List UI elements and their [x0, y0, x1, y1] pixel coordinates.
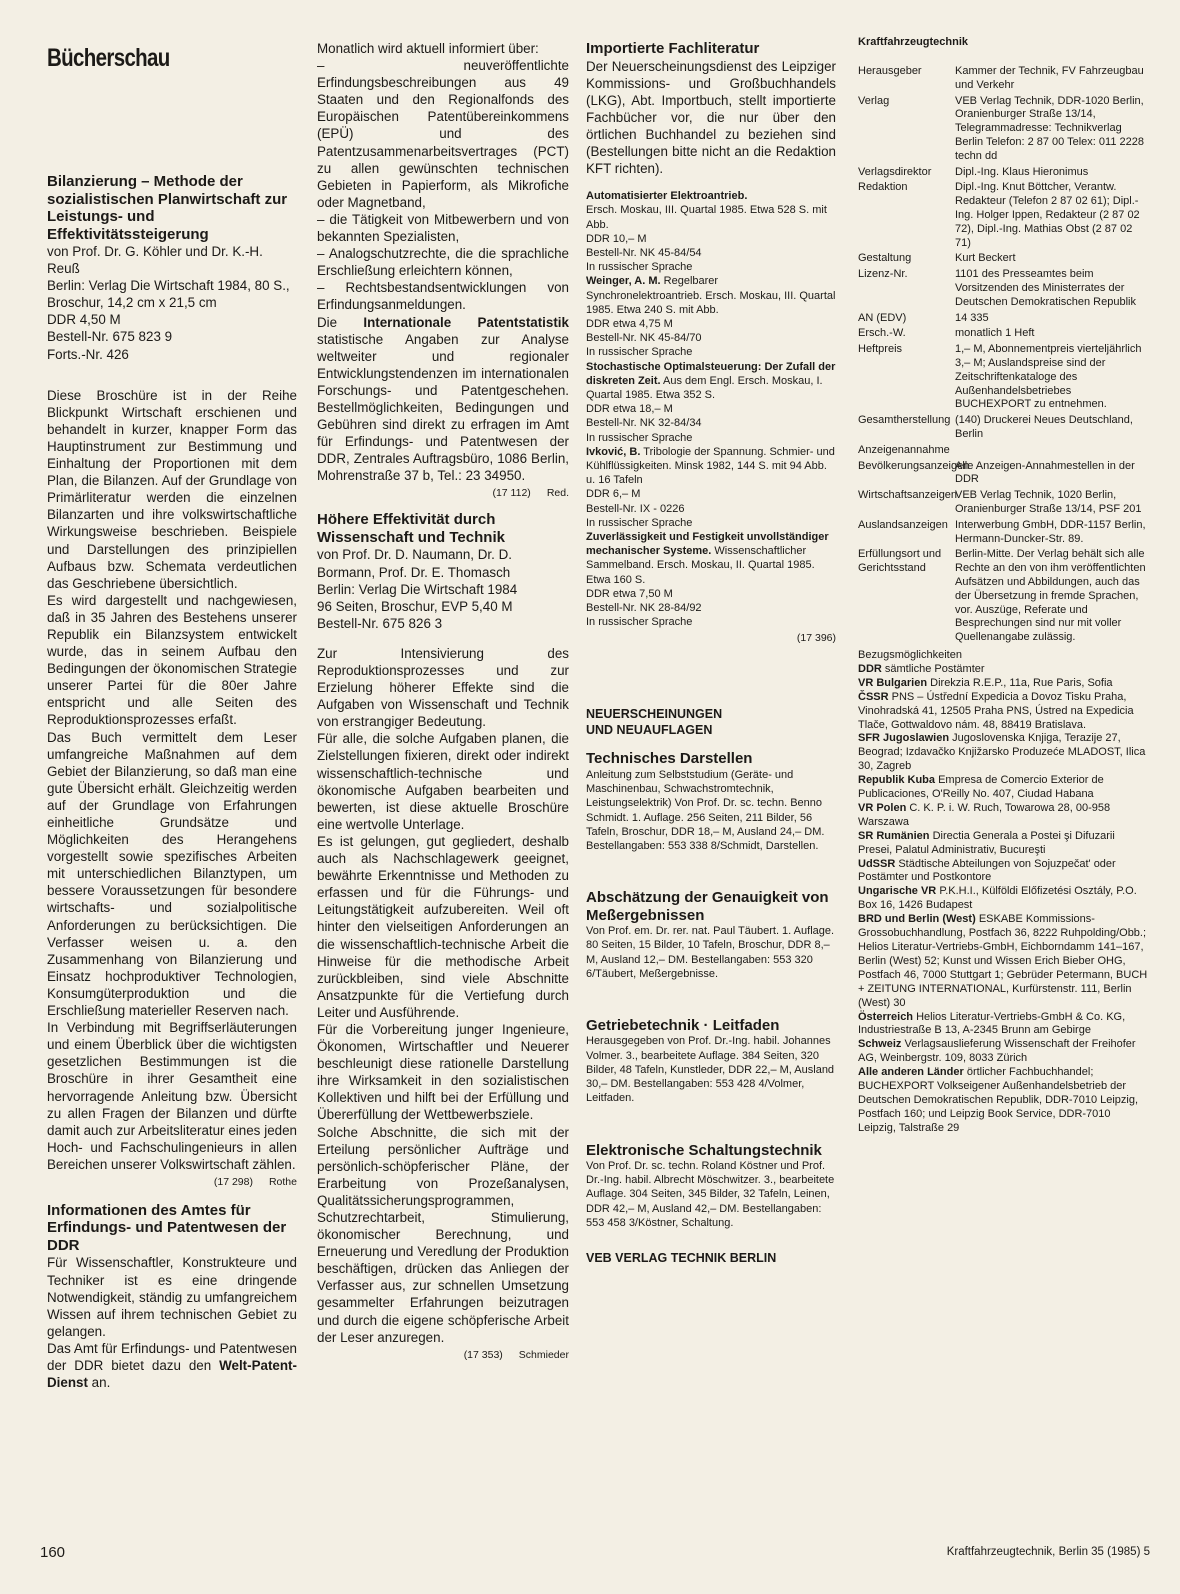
- item-line: Bestell-Nr. IX - 0226: [586, 502, 685, 515]
- inline-text: statistische Angaben zur Analyse weltweiter und regionaler Entwicklungstendenzen im internationalen Forschungs- und Patentgeschehen. Bestellmöglichkeiten, Bedingungen und Gebühren sind direkt zu erfragen im Amt für Erfindungs- und Patentwesen der DDR, Zentrales Auftragsbüro, 1086 Berlin, Mohrenstraße 37 b, Tel.: 23 34950.: [317, 331, 569, 484]
- neuauflagen-heading: UND NEUAUFLAGEN: [586, 723, 713, 738]
- body-paragraph: Das Buch vermittelt dem Leser umfangreiche Maßnahmen auf dem Gebiet der Bilanzierung, so daß man eine gute Übersicht erhält. Gleichzeitig werden auf der Grundlage von Erfahrungen einheitliche Grundsätze und Möglichkeiten des Herangehens vorgestellt sowie spezifisches Arbeiten mit unterschiedlichen Bilanztypen, um bessere Voraussetzungen für besondere wirtschafts- und sozialpolitische Anforderungen zu berücksichtigen. Die Verfasser weisen u. a. den Zusammenhang von Bilanzierung und Einsatz hochproduktiver Technologien, Konsumgüterproduktion und die Erschließung materieller Reserven nach.: [47, 729, 297, 1019]
- author-signature: Red.: [546, 487, 569, 500]
- bezug-entry: [858, 1011, 1150, 1039]
- item-text: [586, 360, 836, 403]
- body-paragraph: Zur Intensivierung des Reproduktionsprozesses und zur Erzielung höherer Effekte sind die Aufgaben von Wissenschaft und Technik von erstrangiger Bedeutung.: [317, 645, 569, 730]
- book-text: Von Prof. Dr. sc. techn. Roland Köstner und Prof. Dr.-Ing. habil. Albrecht Möschwitzer. 3., bearbeitete Auflage. 304 Seiten, 345 Bilder, 32 Tafeln, Leinen, DDR 42,– M, Ausland 42,– DM. Bestellangaben: 553 458 3/Köstner, Schaltung.: [586, 1160, 835, 1229]
- signature-line: [317, 487, 569, 499]
- book-text: Von Prof. em. Dr. rer. nat. Paul Täubert. 1. Auflage. 80 Seiten, 15 Bilder, 10 Tafeln, Broschur, DDR 8,– M, Ausland 12,– DM. Bestellangaben: 553 320 6/Täubert, Meßergebnisse.: [586, 925, 835, 980]
- bezug-text: Städtische Abteilungen von Sojuzpečat' oder Postämter und Postkontore: [858, 857, 1116, 884]
- author-signature: Schmieder: [518, 1348, 569, 1361]
- meta-line: Berlin: Verlag Die Wirtschaft 1984, 80 S., Broschur, 14,2 cm x 21,5 cm: [47, 278, 290, 311]
- meta-line: DDR 4,50 M: [47, 312, 121, 328]
- item-desc: Tribologie der Spannung. Schmier- und Kühlflüssigkeiten. Minsk 1982, 144 S. mit 94 Abb. u. 16 Tafeln: [586, 445, 835, 487]
- item-line: Bestell-Nr. NK 28-84/92: [586, 602, 702, 615]
- bezug-country: SR Rumänien: [858, 829, 930, 842]
- inline-bold: Internationale Patentstatistik: [363, 314, 569, 330]
- impressum-row: [858, 252, 1150, 266]
- item-line: In russischer Sprache: [586, 346, 693, 359]
- anzeigen-title: Anzeigenannahme: [858, 443, 950, 456]
- neuerscheinungen-heading: NEUERSCHEINUNGEN: [586, 707, 723, 722]
- bezug-entry: [858, 830, 1150, 858]
- impressum-row: [858, 312, 1150, 326]
- impressum-key: Redaktion: [858, 181, 908, 194]
- meta-line: 96 Seiten, Broschur, EVP 5,40 M: [317, 598, 513, 614]
- item-desc: Wissenschaftlicher Sammelband. Ersch. Moskau, II. Quartal 1985. Etwa 160 S.: [586, 545, 815, 586]
- impressum-row: [858, 65, 1150, 93]
- column-1: [47, 44, 297, 1391]
- signature-line: [47, 1176, 297, 1188]
- impressum-key: Erfüllungsort und Gerichtsstand: [858, 548, 942, 575]
- book-title: Elektronische Schaltungstechnik: [586, 1141, 822, 1159]
- bezug-entry: [858, 677, 1150, 691]
- bezug-section: [858, 649, 1150, 1136]
- item-desc: Aus dem Engl. Ersch. Moskau, I. Quartal 1985. Etwa 352 S.: [586, 374, 823, 401]
- list-item: [586, 530, 836, 629]
- bezug-entry: [858, 663, 1150, 677]
- meta-line: von Prof. Dr. D. Naumann, Dr. D. Bormann, Prof. Dr. E. Thomasch: [317, 547, 512, 580]
- bezug-entry: [858, 691, 1150, 733]
- journal-title: Kraftfahrzeugtechnik: [858, 36, 969, 48]
- book-entry: [586, 1017, 836, 1106]
- bezug-country: Republik Kuba: [858, 774, 936, 787]
- body-paragraph: Für Wissenschaftler, Konstrukteure und Techniker ist es eine dringende Notwendigkeit, ständig zu umfangreichem Wissen auf ihrem technischen Gebiet zu gelangen.: [47, 1255, 297, 1339]
- impressum-row: [858, 268, 1150, 309]
- item-line: DDR etwa 7,50 M: [586, 587, 673, 600]
- impressum-value: 1101 des Presseamtes beim Vorsitzenden des Ministerrates der Deutschen Demokratischen Republik: [955, 268, 1136, 308]
- impressum-value: monatlich 1 Heft: [955, 327, 1035, 340]
- item-line: DDR etwa 18,– M: [586, 403, 673, 416]
- bezug-entry: [858, 732, 1150, 774]
- column-3: [586, 40, 836, 1266]
- impressum-value: 14 335: [955, 311, 989, 324]
- book-entry: [586, 750, 836, 853]
- impressum-row: [858, 95, 1150, 164]
- signature-line: [586, 632, 836, 644]
- item-title: Automatisierter Elektroantrieb.: [586, 190, 748, 203]
- bezug-text: Direkzia R.E.P., 11a, Rue Paris, Sofia: [930, 676, 1113, 689]
- article-title-patentwesen: Informationen des Amtes für Erfindungs- und Patentwesen der DDR: [47, 1201, 287, 1254]
- book-title: Technisches Darstellen: [586, 750, 753, 768]
- impressum-key: AN (EDV): [858, 311, 907, 324]
- bezug-text: Helios Literatur-Vertriebs-GmbH & Co. KG, Industriestraße B 13, A-2345 Brunn am Gebirge: [858, 1010, 1126, 1037]
- inline-text: an.: [91, 1375, 111, 1391]
- article-meta-bilanzierung: [47, 243, 297, 363]
- impressum-row: [858, 519, 1150, 547]
- bezug-text: P.K.H.I., Külföldi Előfizetési Osztály, P.O. Box 16, 1426 Budapest: [858, 885, 1137, 912]
- publisher-line: VEB VERLAG TECHNIK BERLIN: [586, 1251, 777, 1266]
- inline-text: Die: [317, 314, 338, 330]
- impressum-value: Alle Anzeigen-Annahmestellen in der DDR: [955, 459, 1135, 486]
- section-title: Bücherschau: [47, 44, 170, 72]
- item-line: In russischer Sprache: [586, 516, 693, 529]
- book-title: Getriebetechnik · Leitfaden: [586, 1016, 780, 1034]
- column-4-impressum: [858, 34, 1150, 1136]
- inline-bold: Welt-Patent-Dienst: [47, 1358, 297, 1391]
- impressum-value: (140) Druckerei Neues Deutschland, Berlin: [955, 414, 1133, 441]
- bezug-entry: [858, 802, 1150, 830]
- item-title: Ivković, B.: [586, 445, 641, 458]
- item-desc: Ersch. Moskau, III. Quartal 1985. Etwa 528 S. mit Abb.: [586, 204, 827, 231]
- impressum-row: [858, 460, 1150, 488]
- body-paragraph: Diese Broschüre ist in der Reihe Blickpunkt Wirtschaft erschienen und behandelt in kurzer, knapper Form das Hauptinstrument zur Bestimmung und Einhaltung der Proportionen mit dem Plan, die Bilanzen. Auf der Grundlage von Primärliteratur werden die einzelnen Bilanzarten und ihre volkswirtschaftliche Wirkungsweise beschrieben. Beispiele und Darstellungen des prinzipiellen Aufbaus bzw. Schemata verdeutlichen das Geschriebene übersichtlich.: [47, 387, 297, 591]
- book-entry: [586, 1142, 836, 1231]
- reference-number: (17 112): [492, 487, 531, 500]
- article-meta-effektivitaet: [317, 546, 569, 631]
- body-paragraph: In Verbindung mit Begriffserläuterungen und einem Überblick über die wichtigsten gesetzlichen Bestimmungen ist die Broschüre in ihrer Gesamtheit eine hervorragende Anleitung bzw. Übersicht zu allen Fragen der Bilanzen und dürfte damit auch zur Arbeitsliteratur eines jeden Hoch- und Fachschulingenieurs in allen Bereichen unserer Volkswirtschaft zählen.: [47, 1020, 297, 1172]
- list-item: – die Tätigkeit von Mitbewerbern und von bekannten Spezialisten,: [317, 211, 569, 245]
- list-item: – neuveröffentlichte Erfindungsbeschreibungen aus 49 Staaten und den Regionalfonds des Europäischen Patentübereinkommens (EPÜ) und des Patentzusammenarbeitsvertrages (PCT) zu allen gewünschten technischen Gebieten in Papierform, als Mikrofiche oder Magnetband,: [317, 58, 569, 210]
- impressum-row: [858, 181, 1150, 250]
- article-title-bilanzierung: Bilanzierung – Methode der sozialistischen Planwirtschaft zur Leistungs- und Effektivitätssteigerung: [47, 173, 288, 243]
- article-title-effektivitaet: Höhere Effektivität durch Wissenschaft und Technik: [317, 511, 505, 546]
- list-item: [586, 274, 836, 359]
- impressum-value: VEB Verlag Technik, DDR-1020 Berlin, Oranienburger Straße 13/14, Telegrammadresse: Technikverlag Berlin Telefon: 2 87 00 Telex: 011 2228 techn dd: [955, 94, 1144, 162]
- item-text: [586, 274, 836, 317]
- item-line: In russischer Sprache: [586, 431, 693, 444]
- book-text: Anleitung zum Selbststudium (Geräte- und Maschinenbau, Schwachstromtechnik, Leistungselektrik) Von Prof. Dr. sc. techn. Benno Schmidt. 1. Auflage. 256 Seiten, 211 Bilder, 56 Tafeln, Broschur, DDR 18,– M, Ausland 24,– DM. Bestellangaben: 553 338 8/Schmidt, Darstellen.: [586, 768, 825, 852]
- impressum-key: Gesamtherstellung: [858, 414, 951, 427]
- body-paragraph: Es ist gelungen, gut gegliedert, deshalb auch als Nachschlagewerk geeignet, bewährte Erkenntnisse und Methoden zu erfassen und für die Führungs- und Leitungstätigkeit aufzubereiten. Weil oft hinter den vielseitigen Anforderungen an die wissenschaftlich-technische Arbeit die Hinweise für die methodische Arbeit zurückbleiben, sind viele Abschnitte Ansatzpunkte für die Vertiefung durch Leiter und Ausführende.: [317, 833, 569, 1020]
- list-item: – Rechtsbestandsentwicklungen von Erfindungsanmeldungen.: [317, 280, 569, 313]
- item-desc: Regelbarer Synchronelektroantrieb. Ersch. Moskau, III. Quartal 1985. Etwa 240 S. mit Abb.: [586, 275, 836, 316]
- anzeigen-title-row: [858, 444, 1150, 458]
- body-paragraph: Für alle, die solche Aufgaben planen, die Zielstellungen fixieren, direkt oder indirekt wissenschaftlich-technische und ökonomische Aufgaben bearbeiten und bewerten, ist diese aktuelle Broschüre eine wertvolle Unterlage.: [317, 731, 569, 832]
- body-paragraph: Solche Abschnitte, die sich mit der Erteilung persönlicher Aufträge und persönlich-schöpferischer Pläne, der Erarbeitung von Prozeßanalysen, Qualitätssicherungsprogrammen, Schutzrechtarbeit, Stimulierung, ökonomischer Berechnung, und Erneuerung und Veredlung der Produktion beschäftigen, drücken das Anliegen der Verfasser aus, zur schnellen Umsetzung gesammelter Erfahrungen beizutragen und durch die eigene schöpferische Arbeit der Leser anzuregen.: [317, 1124, 569, 1345]
- book-entry: [586, 889, 836, 981]
- item-line: In russischer Sprache: [586, 261, 693, 274]
- impressum-key: Wirtschaftsanzeigen: [858, 489, 958, 502]
- bezug-text: Directia Generala a Postei şi Difuzarii Presei, Palatul Administrativ, Bucureşti: [858, 829, 1115, 856]
- bezug-entry: [858, 774, 1150, 802]
- meta-line: Berlin: Verlag Die Wirtschaft 1984: [317, 581, 518, 597]
- list-item: [586, 445, 836, 530]
- impressum-key: Gestaltung: [858, 252, 912, 265]
- impressum-value: Interwerbung GmbH, DDR-1157 Berlin, Hermann-Duncker-Str. 89.: [955, 518, 1146, 545]
- bezug-text: PNS – Ústřední Expedicia a Dovoz Tisku Praha, Vinohradská 41, 12505 Praha PNS, Ústred na Expedicia Tlače, Gottwaldovo nám. 48, 88419 Bratislava.: [858, 690, 1134, 731]
- bezug-entry: [858, 1066, 1150, 1136]
- body-paragraph: Für die Vorbereitung junger Ingenieure, Ökonomen, Wirtschaftler und Neuerer beschleunigt diese rationelle Darstellung ihre Wirksamkeit in den sozialistischen Kollektiven und hilft bei der Erfüllung und Übererfüllung der Wettbewerbsziele.: [317, 1021, 569, 1123]
- impressum-value: VEB Verlag Technik, 1020 Berlin, Oranienburger Straße 13/14, PSF 201: [955, 489, 1142, 515]
- impressum-key: Lizenz-Nr.: [858, 268, 908, 281]
- reference-number: (17 396): [796, 632, 836, 645]
- item-text: [586, 445, 836, 488]
- bezug-entry: [858, 858, 1150, 886]
- bezug-text: örtlicher Fachbuchhandel; BUCHEXPORT Volkseigener Außenhandelsbetrieb der Deutschen Demokratischen Republik, DDR-7010 Leipzig, Postfach 160; und Leipzig Book Service, DDR-7010 Leipzig, Talstraße 29: [858, 1066, 1139, 1134]
- impressum-value: Kurt Beckert: [955, 252, 1016, 265]
- meta-line: Forts.-Nr. 426: [47, 346, 129, 362]
- meta-line: von Prof. Dr. G. Köhler und Dr. K.-H. Reuß: [47, 244, 263, 277]
- impressum-row: [858, 166, 1150, 180]
- body-paragraph: [317, 314, 569, 485]
- meta-line: Bestell-Nr. 675 826 3: [317, 615, 443, 631]
- impressum-key: Verlagsdirektor: [858, 165, 932, 178]
- meta-line: Bestell-Nr. 675 823 9: [47, 329, 173, 345]
- item-line: DDR 10,– M: [586, 232, 647, 245]
- book-text: Herausgegeben von Prof. Dr.-Ing. habil. Johannes Volmer. 3., bearbeitete Auflage. 384 Seiten, 320 Bilder, 48 Tafeln, Kunstleder, DDR 22,– M, Ausland 30,– DM. Bestellangaben: 553 428 4/Volmer, Leitfaden.: [586, 1035, 835, 1105]
- item-line: DDR etwa 4,75 M: [586, 317, 673, 330]
- list-item: [586, 360, 836, 445]
- author-signature: Rothe: [268, 1175, 297, 1188]
- item-title: Zuverlässigkeit und Festigkeit unvollständiger mechanischer Systeme.: [586, 531, 829, 558]
- bezug-text: Empresa de Comercio Exterior de Publicaciones, O'Reilly No. 407, Ciudad Habana: [858, 774, 1104, 801]
- impressum-key: Herausgeber: [858, 65, 922, 78]
- item-line: Bestell-Nr. NK 45-84/70: [586, 332, 702, 345]
- bezug-entry: [858, 1038, 1150, 1066]
- body-paragraph: Monatlich wird aktuell informiert über:: [317, 41, 539, 56]
- bezug-country: Österreich: [858, 1010, 914, 1023]
- impressum-value: Dipl.-Ing. Knut Böttcher, Verantw. Redakteur (Telefon 2 87 02 61); Dipl.-Ing. Holger Ippen, Redakteur (2 87 02 72), Dipl.-Ing. Mathias Obst (2 87 02 71): [955, 181, 1140, 249]
- signature-line: [317, 1349, 569, 1361]
- bezug-country: Alle anderen Länder: [858, 1066, 964, 1079]
- impressum-value: Kammer der Technik, FV Fahrzeugbau und Verkehr: [955, 65, 1144, 91]
- bezug-country: UdSSR: [858, 857, 896, 870]
- impressum-row: [858, 548, 1150, 645]
- impressum-value: Dipl.-Ing. Klaus Hieronimus: [955, 165, 1089, 178]
- impressum-key: Auslandsanzeigen: [858, 518, 948, 531]
- list-item: – Analogschutzrechte, die die sprachliche Erschließung erleichtern können,: [317, 246, 569, 279]
- bezug-country: ČSSR: [858, 690, 889, 703]
- page-number: 160: [40, 1544, 66, 1561]
- body-paragraph: [47, 1340, 297, 1391]
- impressum-key: Bevölkerungsanzeigen: [858, 459, 970, 472]
- impressum-row: [858, 489, 1150, 517]
- bezug-entry: [858, 885, 1150, 913]
- bezug-entry: [858, 913, 1150, 1010]
- list-item: [586, 189, 836, 274]
- item-text: [586, 189, 836, 232]
- item-title: Weinger, A. M.: [586, 275, 661, 288]
- bezug-country: Ungarische VR: [858, 885, 937, 898]
- item-line: In russischer Sprache: [586, 616, 693, 629]
- bezug-text: Verlagsauslieferung Wissenschaft der Freihofer AG, Weinbergstr. 109, 8033 Zürich: [858, 1038, 1136, 1065]
- item-line: Bestell-Nr. NK 45-84/54: [586, 246, 702, 259]
- body-paragraph: Der Neuerscheinungsdienst des Leipziger Kommissions- und Großbuchhandels (LKG), Abt. Importbuch, stellt importierte Fachbücher vor, die nur über den örtlichen Buchhandel zu beziehen sind (Bestellungen bitte nicht an die Redaktion KFT richten).: [586, 58, 836, 177]
- bezug-text: Jugoslovenska Knjiga, Terazije 27, Beograd; Izdavačko Knjižarsko Produzeće MLADOST, Ilica 30, Zagreb: [858, 732, 1146, 773]
- item-line: DDR 6,– M: [586, 488, 641, 501]
- bezug-text: ESKABE Kommissions-Grossobuchhandlung, Postfach 36, 8222 Ruhpolding/Obb.; Helios Literatur-Vertriebs-GmbH, Eichborndamm 141–167, Berlin (West) 52; Kunst und Wissen Erich Bieber OHG, Postfach 46, 7000 Stuttgart 1; Gebrüder Petermann, BUCH + ZEITUNG INTERNATIONAL, Kurfürstenstr. 111, Berlin (West) 30: [858, 913, 1148, 1009]
- bezug-country: SFR Jugoslawien: [858, 732, 950, 745]
- bezug-country: DDR: [858, 662, 882, 675]
- bezug-country: VR Bulgarien: [858, 676, 928, 689]
- bezug-country: Schweiz: [858, 1038, 902, 1051]
- item-title: Stochastische Optimalsteuerung: Der Zufall der diskreten Zeit.: [586, 360, 836, 387]
- bezug-title: Bezugsmöglichkeiten: [858, 648, 962, 661]
- impressum-value: 1,– M, Abonnementpreis vierteljährlich 3,– M; Auslandspreise sind der Zeitschriftenkataloge des Außenhandelsbetriebes BUCHEXPORT zu entnehmen.: [955, 343, 1142, 411]
- impressum-value: Berlin-Mitte. Der Verlag behält sich alle Rechte an den von ihm veröffentlichten Aufsätzen und Abbildungen, auch das der Übersetzung in fremde Sprachen, vor. Auszüge, Referate und Besprechungen sind nur mit voller Quellenangabe zulässig.: [955, 548, 1146, 644]
- footer-citation: Kraftfahrzeugtechnik, Berlin 35 (1985) 5: [946, 1546, 1150, 1558]
- impressum-row: [858, 343, 1150, 412]
- importierte-fachliteratur-title: Importierte Fachliteratur: [586, 40, 760, 57]
- bezug-country: VR Polen: [858, 801, 907, 814]
- column-2: [317, 40, 569, 1361]
- bezug-text: C. K. P. i. W. Ruch, Towarowa 28, 00-958 Warszawa: [858, 801, 1111, 828]
- bezug-country: BRD und Berlin (West): [858, 913, 976, 926]
- impressum-key: Heftpreis: [858, 343, 903, 356]
- inline-text: Das Amt für Erfindungs- und Patentwesen der DDR bietet dazu den: [47, 1340, 297, 1374]
- reference-number: (17 298): [213, 1175, 253, 1188]
- impressum-key: Ersch.-W.: [858, 327, 906, 340]
- impressum-row: [858, 414, 1150, 442]
- impressum-key: Verlag: [858, 94, 890, 107]
- item-text: [586, 530, 836, 587]
- impressum-row: [858, 327, 1150, 341]
- body-paragraph: Es wird dargestellt und nachgewiesen, daß in 35 Jahren des Bestehens unserer Republik ein Bilanzsystem entwickelt wurde, das in seinem Aufbau den Bedingungen der ökonomischen Strategie unserer Partei für die 80er Jahre entspricht und alle Seiten des Reproduktionsprozesses erfaßt.: [47, 592, 297, 728]
- book-title: Abschätzung der Genauigkeit von Meßergebnissen: [586, 889, 829, 924]
- bezug-text: sämtliche Postämter: [884, 662, 985, 675]
- reference-number: (17 353): [463, 1348, 503, 1361]
- import-list: [586, 189, 836, 644]
- item-line: Bestell-Nr. NK 32-84/34: [586, 417, 702, 430]
